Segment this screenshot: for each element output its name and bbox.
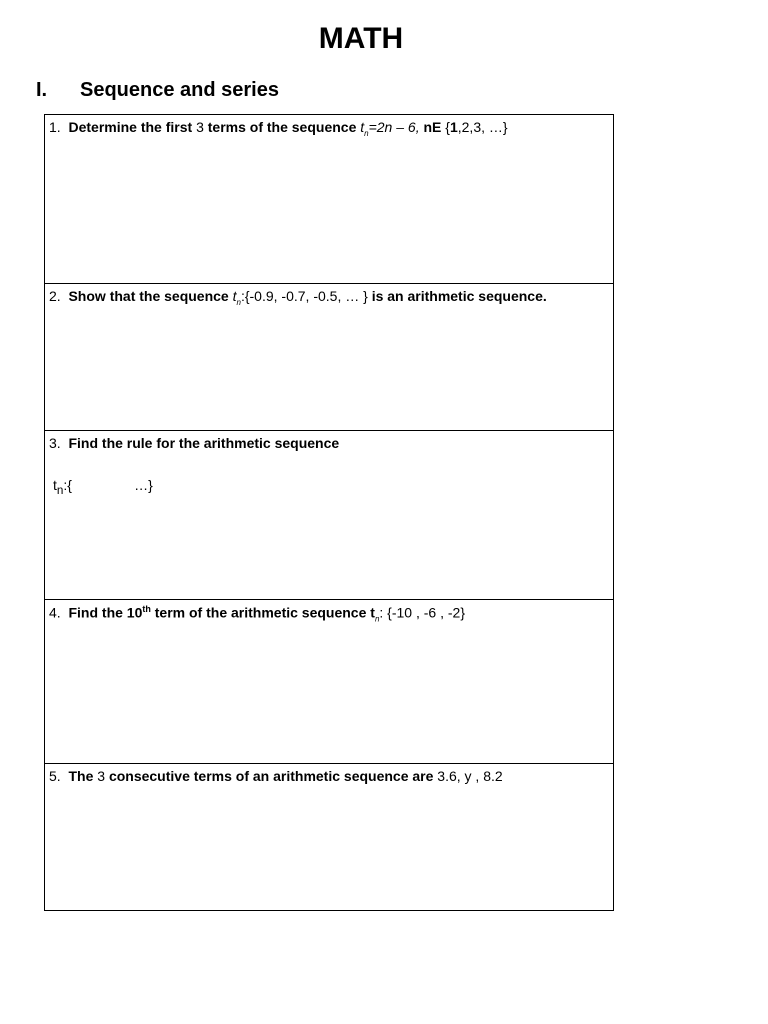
question-row-2[interactable] (45, 284, 613, 431)
question-number: 2. (49, 288, 61, 304)
section-title: Sequence and series (80, 79, 279, 101)
question-row-1[interactable] (45, 115, 613, 284)
rule-sequence: $t_n$:{ …} (53, 477, 153, 497)
question-3-text: 3. Find the rule for the arithmetic sequence (49, 435, 340, 451)
question-number: 1. (49, 119, 61, 135)
question-row-4[interactable] (45, 600, 613, 764)
question-row-5[interactable] (45, 764, 613, 910)
question-1-text: 1. Determine the first 3 terms of the sequence $t_n=2n - 6$, nE {1,2,3, …} (49, 119, 508, 138)
question-number: 4. (49, 604, 61, 621)
question-row-3[interactable] (45, 431, 613, 600)
question-4-text: 4. Find the 10th term of the arithmetic sequence $t_n$: {-10 , -6 , -2} (49, 604, 465, 624)
section-heading (36, 79, 279, 102)
page-title: MATH (318, 22, 404, 55)
section-number: I. (36, 79, 48, 101)
question-number: 5. (49, 768, 61, 784)
questions-table (44, 114, 614, 911)
question-2-text: 2. Show that the sequence $t_n:\{-0.9$, -0.7, -0.5, … } is an arithmetic sequence. (49, 288, 547, 307)
question-number: 3. (49, 435, 61, 451)
question-5-text: 5. The 3 consecutive terms of an arithmetic sequence are 3.6, y , 8.2 (49, 768, 503, 784)
